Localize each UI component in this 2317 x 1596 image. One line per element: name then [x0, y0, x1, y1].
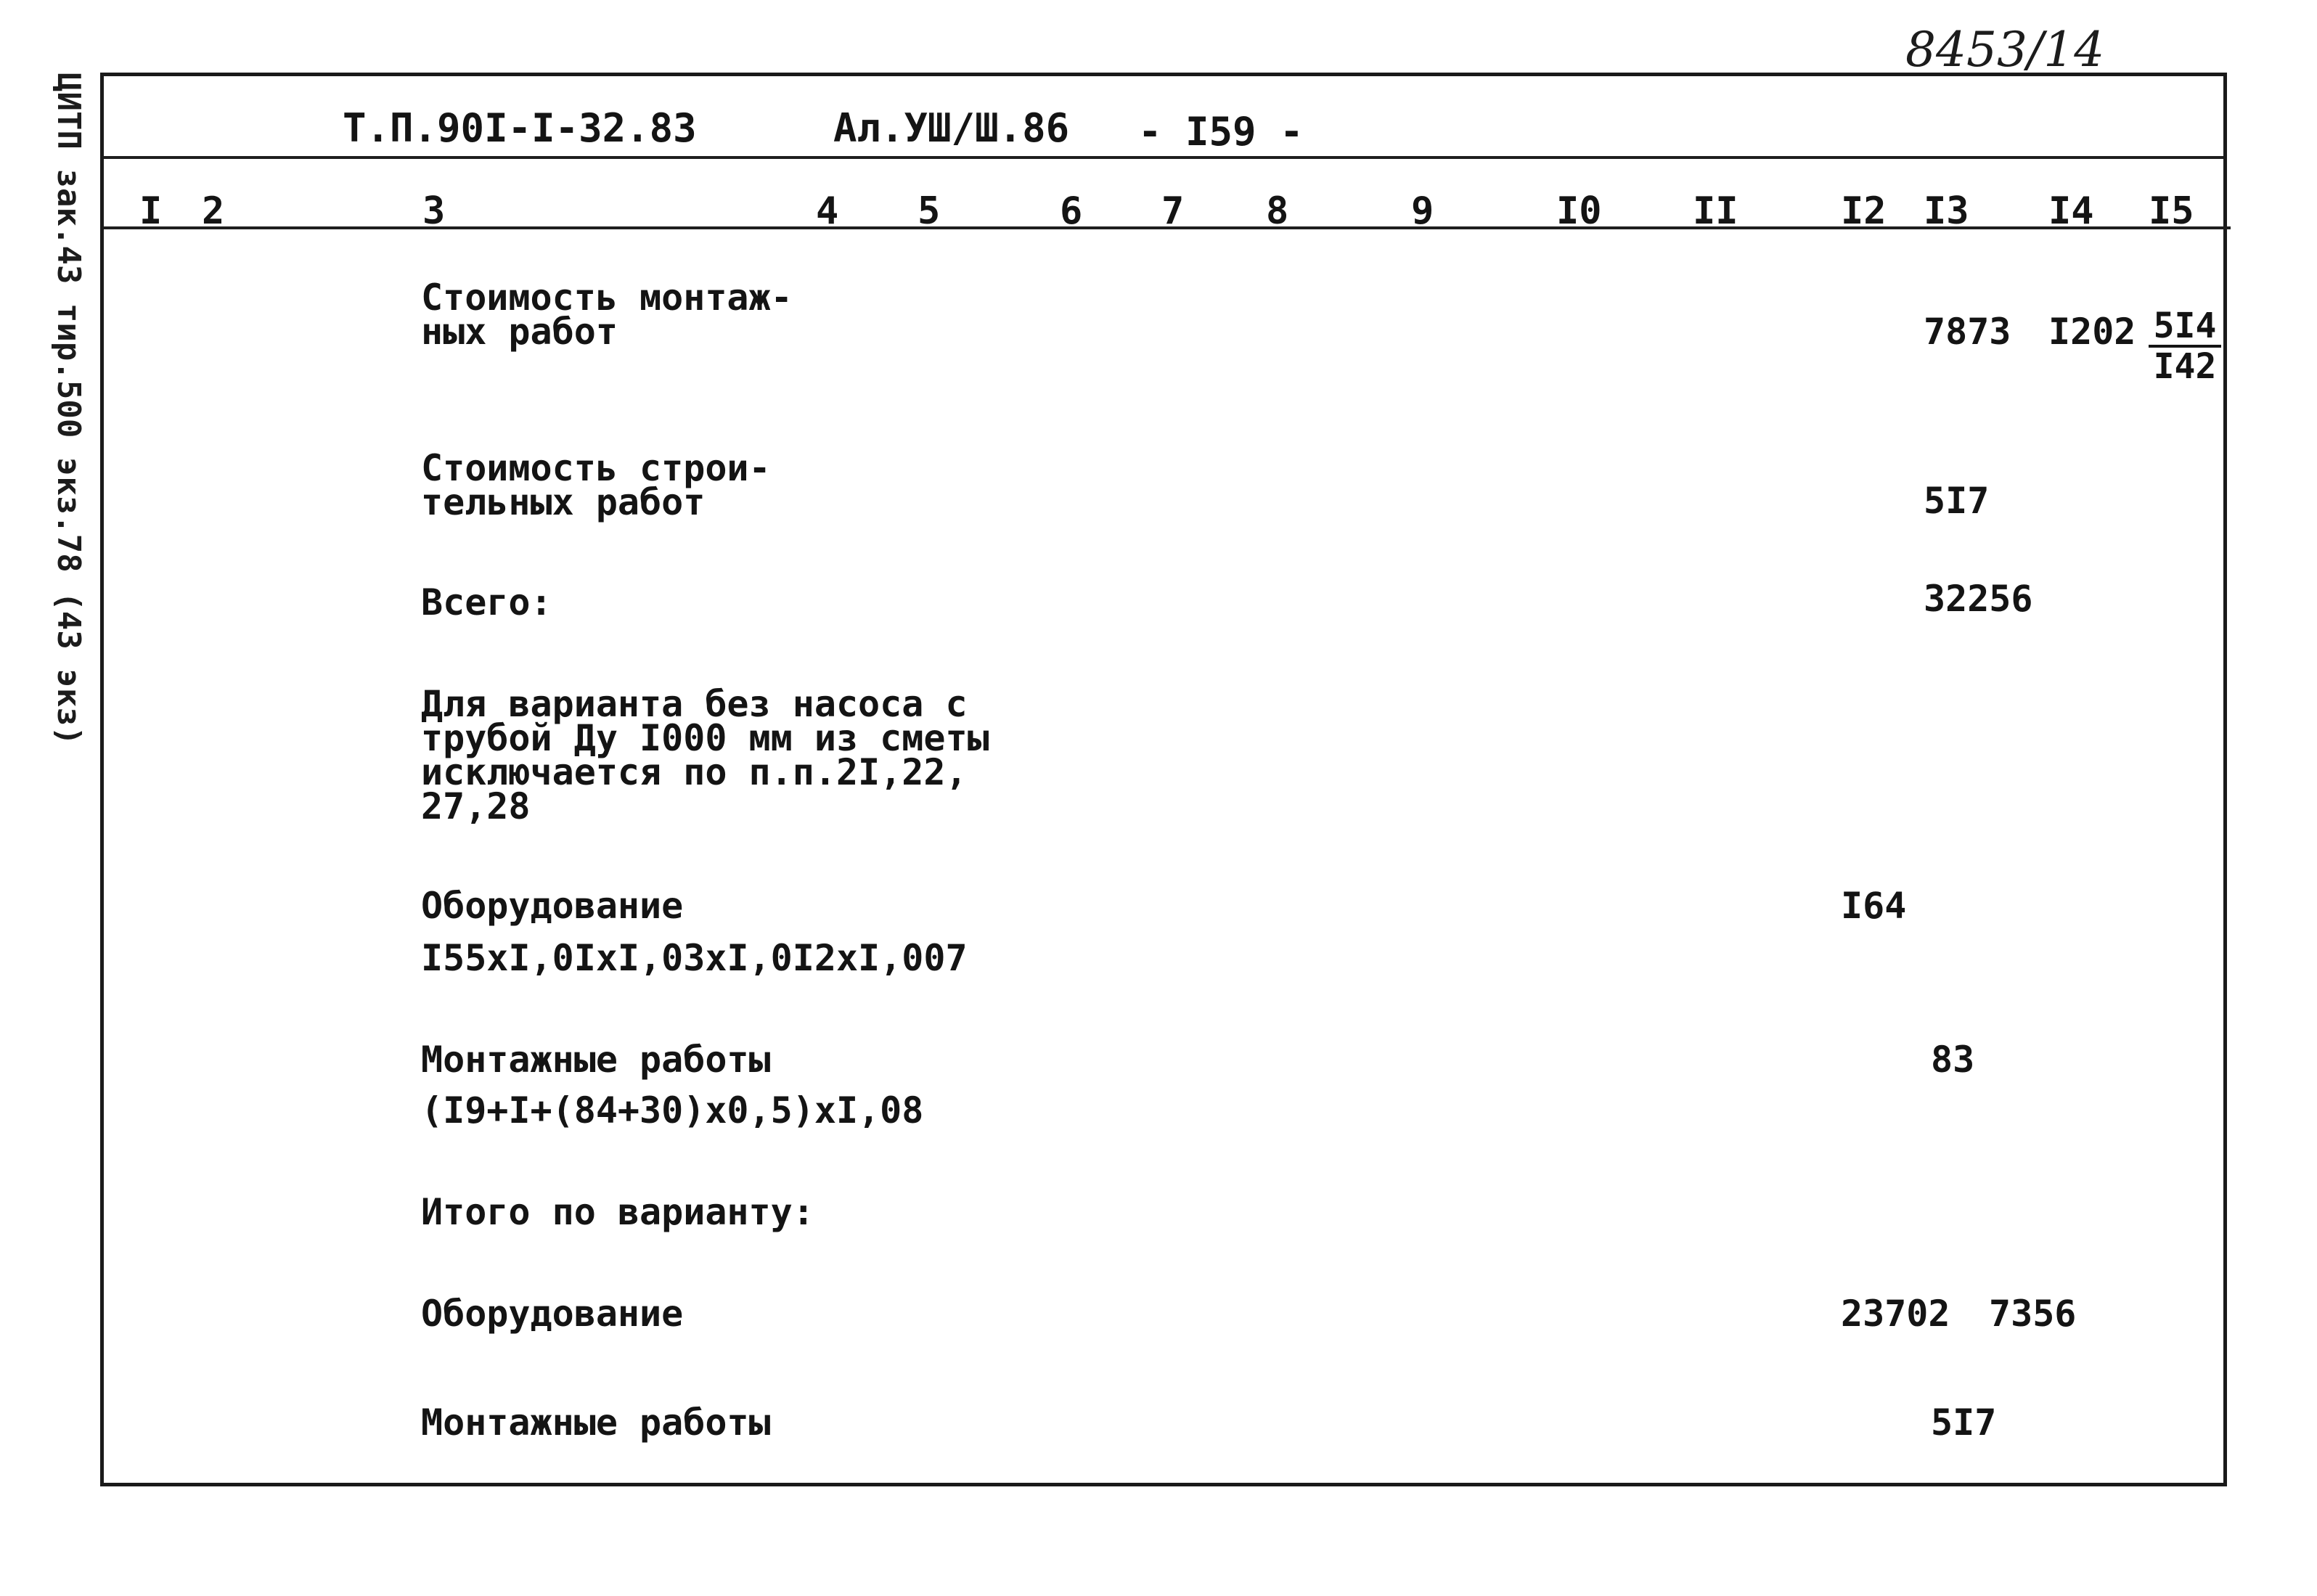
row-label-line: 27,28 [421, 785, 531, 827]
row-label-line: ных работ [421, 311, 618, 353]
header-divider [104, 156, 2223, 159]
column-number: 8 [1266, 189, 1289, 233]
side-stamp [29, 73, 94, 746]
handwritten-sheet-number: 8453/14 [1905, 22, 2105, 78]
column-number: I3 [1924, 189, 1969, 233]
row-label-line: I55xI,0IxI,03xI,0I2xI,007 [421, 937, 968, 979]
page-number: - I59 - [1138, 109, 1304, 155]
column-number: 3 [422, 189, 446, 233]
cell-col13: 83 [1931, 1039, 1975, 1081]
row-label-line: Оборудование [421, 885, 684, 927]
album-code: Ал.УШ/Ш.86 [833, 105, 1070, 151]
column-number: 2 [202, 189, 225, 233]
side-stamp-text: ЦИТП зак.43 тир.500 экз.78 (43 экз) [50, 73, 87, 746]
column-number: 5 [918, 189, 941, 233]
fraction-denominator: I42 [2153, 346, 2217, 387]
cell-col15-fraction [2149, 306, 2221, 387]
column-number: II [1693, 189, 1738, 233]
fraction-numerator: 5I4 [2149, 308, 2221, 348]
column-number: I5 [2149, 189, 2194, 233]
column-number: 4 [816, 189, 839, 233]
row-label-line: исключается по п.п.2I,22, [421, 751, 968, 793]
project-code: Т.П.90I-I-32.83 [343, 105, 697, 151]
column-number: I4 [2048, 189, 2094, 233]
cell-col13: 7356 [1989, 1293, 2077, 1335]
row-label-line: Стоимость монтаж- [421, 277, 793, 319]
column-number: I2 [1841, 189, 1887, 233]
cell-col12: 23702 [1841, 1293, 1950, 1335]
column-number: 9 [1411, 189, 1434, 233]
column-number: 7 [1161, 189, 1185, 233]
row-label-line: Монтажные работы [421, 1039, 771, 1081]
column-number: I [139, 189, 163, 233]
cell-col13: 32256 [1924, 578, 2033, 620]
cell-col14: I202 [2048, 311, 2136, 353]
row-label-line: (I9+I+(84+30)x0,5)xI,08 [421, 1089, 924, 1131]
row-label-line: Итого по варианту: [421, 1191, 814, 1233]
row-label-line: Стоимость строи- [421, 447, 771, 489]
row-label-line: Для варианта без насоса с [421, 683, 968, 725]
row-label-line: трубой Ду I000 мм из сметы [421, 717, 989, 759]
row-label-line: Монтажные работы [421, 1401, 771, 1444]
cell-col13: 5I7 [1931, 1401, 1997, 1444]
cell-col12: I64 [1841, 885, 1907, 927]
row-label-line: Оборудование [421, 1293, 684, 1335]
cell-col13: 7873 [1924, 311, 2011, 353]
row-label-line: Всего: [421, 581, 552, 623]
column-number: I0 [1556, 189, 1602, 233]
document-frame [100, 73, 2227, 1486]
cell-col13: 5I7 [1924, 480, 1990, 522]
column-number: 6 [1060, 189, 1083, 233]
row-label-line: тельных работ [421, 481, 706, 523]
